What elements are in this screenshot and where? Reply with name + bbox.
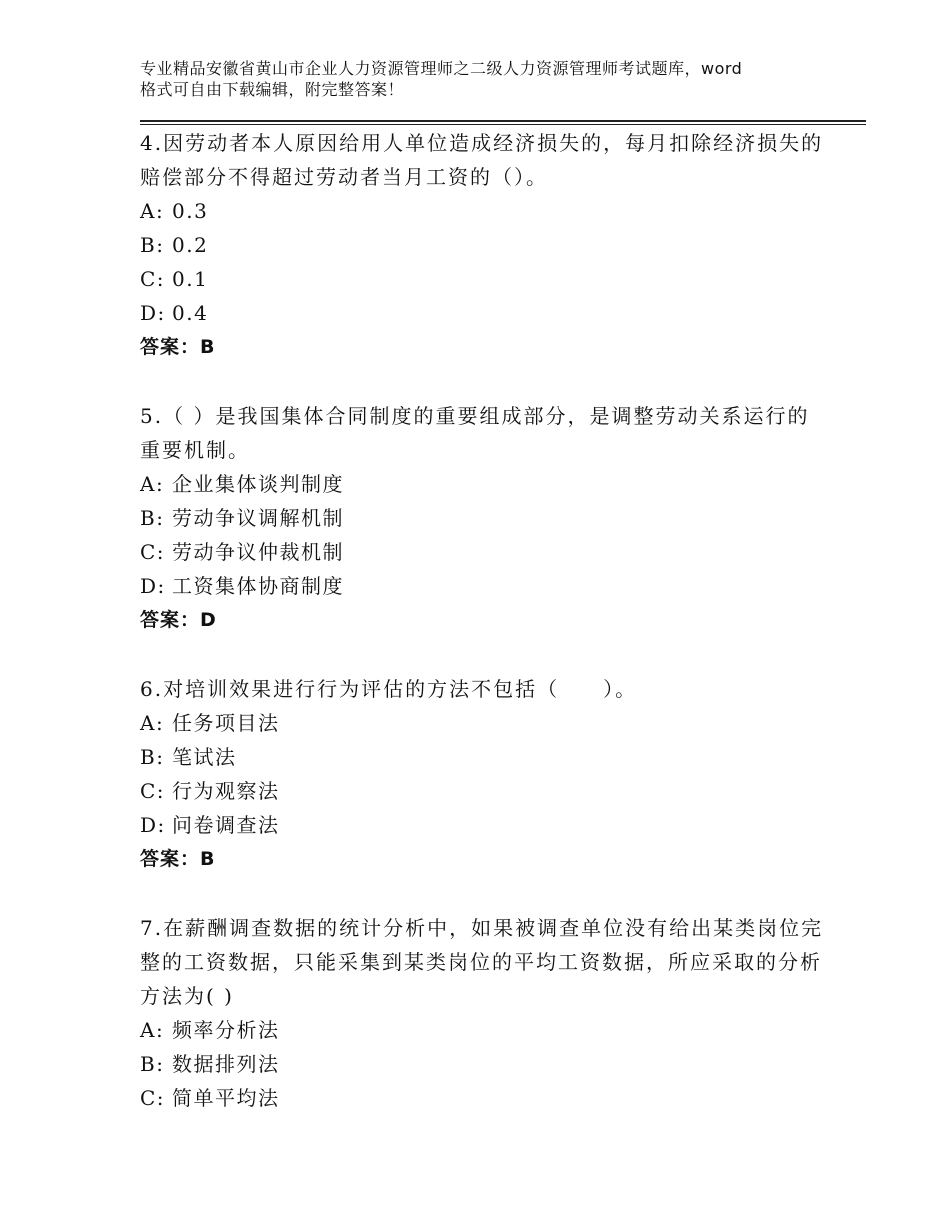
- question-list: [140, 126, 830, 1150]
- option-key: B:: [140, 1052, 165, 1076]
- option-key: B:: [140, 745, 165, 769]
- question-7: [140, 911, 830, 1115]
- option-key: C:: [140, 540, 166, 564]
- option-text: 劳动争议仲裁机制: [172, 540, 344, 564]
- document-header: [140, 58, 840, 100]
- option-c: [140, 774, 830, 808]
- option-text: 行为观察法: [172, 779, 280, 803]
- header-line-1: 专业精品安徽省黄山市企业人力资源管理师之二级人力资源管理师考试题库，word: [140, 59, 743, 78]
- option-key: D:: [140, 301, 166, 325]
- question-4: [140, 126, 830, 364]
- answer-label: 答案：D: [140, 609, 217, 631]
- option-key: A:: [140, 199, 165, 223]
- question-stem: 7.在薪酬调查数据的统计分析中，如果被调查单位没有给出某类岗位完整的工资数据，只能采集到某类岗位的平均工资数据，所应采取的分析方法为( ): [140, 916, 824, 1008]
- option-text: 简单平均法: [172, 1086, 280, 1110]
- header-divider: [140, 120, 866, 122]
- option-c: [140, 262, 830, 296]
- option-key: D:: [140, 813, 166, 837]
- option-key: D:: [140, 574, 166, 598]
- option-text: 0.3: [172, 199, 209, 223]
- option-text: 任务项目法: [172, 711, 280, 735]
- option-key: A:: [140, 711, 165, 735]
- option-c: [140, 535, 830, 569]
- option-d: [140, 808, 830, 842]
- option-text: 问卷调查法: [172, 813, 280, 837]
- option-d: [140, 296, 830, 330]
- option-c: [140, 1081, 830, 1115]
- option-key: A:: [140, 1018, 165, 1042]
- option-text: 0.1: [172, 267, 209, 291]
- answer-label: 答案：B: [140, 336, 216, 358]
- question-stem: 6.对培训效果进行行为评估的方法不包括（ ）。: [140, 677, 638, 701]
- option-text: 工资集体协商制度: [172, 574, 344, 598]
- option-a: [140, 467, 830, 501]
- option-text: 0.4: [172, 301, 209, 325]
- option-a: [140, 194, 830, 228]
- option-text: 0.2: [172, 233, 209, 257]
- option-b: [140, 228, 830, 262]
- header-divider-thin: [140, 124, 866, 125]
- question-stem: 4.因劳动者本人原因给用人单位造成经济损失的，每月扣除经济损失的赔偿部分不得超过劳动者当月工资的（）。: [140, 131, 824, 189]
- option-key: C:: [140, 779, 166, 803]
- option-b: [140, 501, 830, 535]
- question-stem: 5.（ ）是我国集体合同制度的重要组成部分，是调整劳动关系运行的重要机制。: [140, 404, 810, 462]
- option-text: 数据排列法: [172, 1052, 280, 1076]
- option-key: C:: [140, 267, 166, 291]
- option-text: 笔试法: [172, 745, 237, 769]
- answer-label: 答案：B: [140, 848, 216, 870]
- option-d: [140, 569, 830, 603]
- header-line-2: 格式可自由下载编辑，附完整答案！: [140, 80, 405, 99]
- option-text: 企业集体谈判制度: [172, 472, 344, 496]
- option-b: [140, 1047, 830, 1081]
- option-b: [140, 740, 830, 774]
- question-6: [140, 672, 830, 876]
- option-key: A:: [140, 472, 165, 496]
- option-text: 频率分析法: [172, 1018, 280, 1042]
- option-key: B:: [140, 506, 165, 530]
- option-a: [140, 1013, 830, 1047]
- option-a: [140, 706, 830, 740]
- question-5: [140, 399, 830, 637]
- option-key: C:: [140, 1086, 166, 1110]
- option-text: 劳动争议调解机制: [172, 506, 344, 530]
- option-key: B:: [140, 233, 165, 257]
